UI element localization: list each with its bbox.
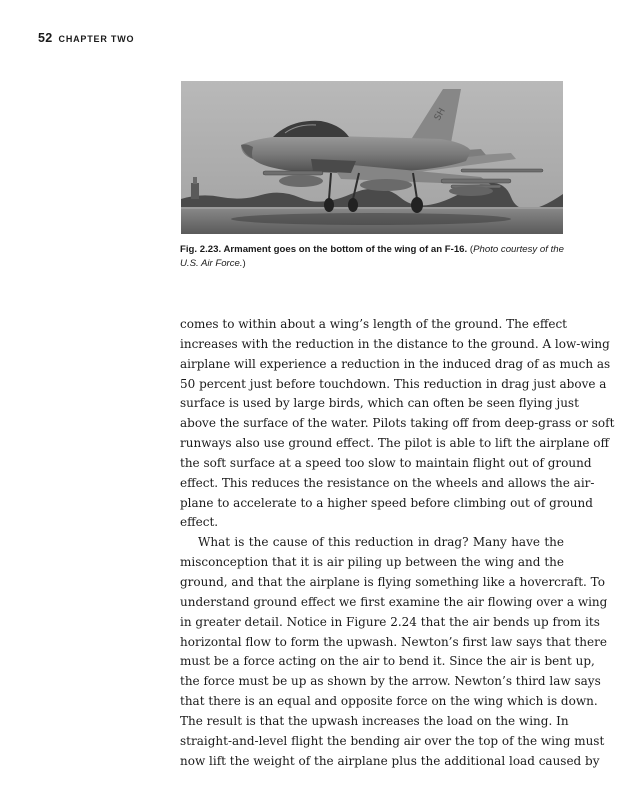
body-line: increases with the reduction in the distance to the ground. A low-wing	[180, 336, 610, 351]
body-line: airplane will experience a reduction in the induced drag of as much as	[180, 356, 611, 371]
body-line: effect.	[180, 515, 219, 530]
body-line: runways also use ground effect. The pilot is able to lift the airplane off	[180, 436, 610, 451]
body-line: 50 percent just before touchdown. This reduction in drag just above a	[180, 376, 607, 391]
running-head	[38, 31, 134, 45]
caption-text: Armament goes on the bottom of the wing of an F-16.	[221, 244, 468, 255]
body-line: the soft surface at a speed too slow to maintain flight out of ground	[180, 455, 592, 470]
body-line: must be a force acting on the air to bend it. Since the air is bent up,	[180, 654, 595, 669]
figure-photo	[181, 81, 563, 234]
svg-text:SH: SH	[432, 106, 448, 123]
caption-number: Fig. 2.23.	[180, 244, 222, 255]
body-line: ground, and that the airplane is flying something like a hovercraft. To	[180, 574, 605, 589]
caption-credit: Photo courtesy of the U.S. Air Force.	[180, 244, 564, 269]
body-line: horizontal flow to form the upwash. Newton’s first law says that there	[180, 634, 607, 649]
body-line: above the surface of the water. Pilots taking off from deep-grass or soft	[180, 416, 615, 431]
body-line: misconception that it is air piling up between the wing and the	[180, 555, 564, 570]
body-line-paragraph-start: What is the cause of this reduction in drag? Many have the	[198, 535, 564, 550]
body-line: plane to accelerate to a higher speed before climbing out of ground	[180, 495, 593, 510]
f16-photo-image	[181, 81, 563, 234]
body-line: comes to within about a wing’s length of the ground. The effect	[180, 317, 567, 331]
body-line: surface is used by large birds, which can often be seen flying just	[180, 396, 579, 411]
page-number: 52	[38, 31, 53, 45]
body-line: that there is an equal and opposite force on the wing which is down.	[180, 694, 598, 709]
chapter-label: CHAPTER TWO	[58, 34, 135, 44]
body-line: now lift the weight of the airplane plus the additional load caused by	[180, 753, 600, 768]
body-line: straight-and-level flight the bending air over the top of the wing must	[180, 733, 605, 748]
body-line: effect. This reduces the resistance on the wheels and allows the air-	[180, 475, 595, 490]
body-line: The result is that the upwash increases the load on the wing. In	[180, 713, 569, 728]
body-line: in greater detail. Notice in Figure 2.24 that the air bends up from its	[180, 614, 600, 629]
body-line: the force must be up as shown by the arrow. Newton’s third law says	[180, 674, 601, 689]
figure-caption: Fig. 2.23. Armament goes on the bottom of the wing of an F-16. (Photo courtesy of the U.S. Air Force.)	[180, 244, 564, 269]
body-line: understand ground effect we first examine the air flowing over a wing	[180, 594, 608, 609]
body-text	[180, 315, 615, 771]
